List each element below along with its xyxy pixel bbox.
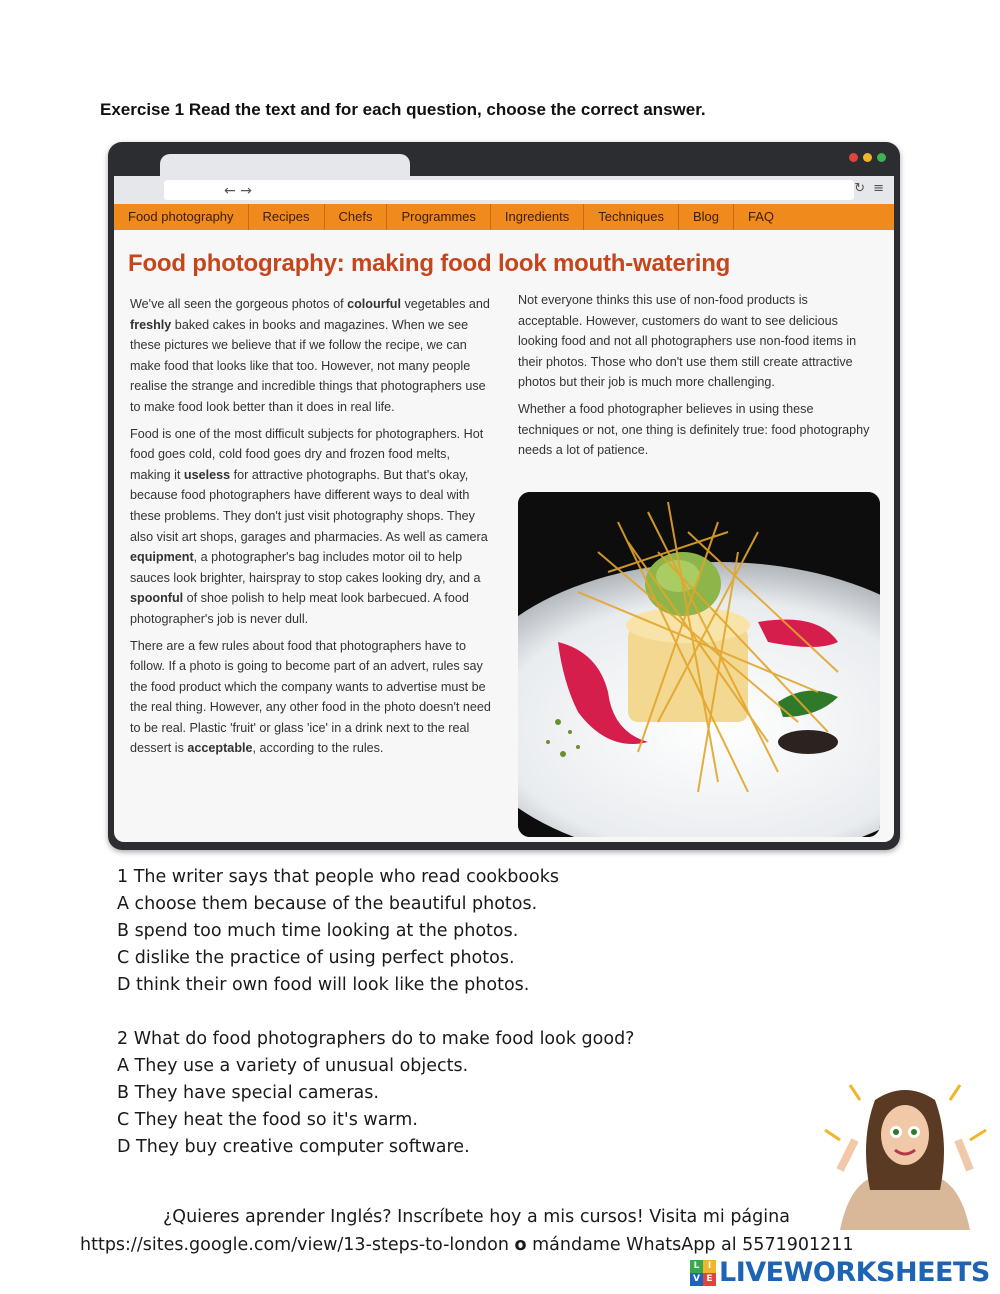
menu-item-blog[interactable]: Blog (679, 204, 734, 230)
menu-item-food-photography[interactable]: Food photography (114, 204, 249, 230)
menu-item-ingredients[interactable]: Ingredients (491, 204, 584, 230)
paragraph-4: Not everyone thinks this use of non-food products is acceptable. However, customers do want to see delicious looking food and not all photographers use non-food items in their photos. Those who don't use them still create attractive photos but their job is much more challenging. (518, 293, 857, 390)
article-right-column (518, 290, 874, 467)
site-menu (114, 204, 894, 231)
article-headline: Food photography: making food look mouth-watering (128, 250, 731, 277)
answer-option[interactable]: C They heat the food so it's warm. (117, 1110, 418, 1130)
menu-item-chefs[interactable]: Chefs (325, 204, 388, 230)
liveworksheets-logo (690, 1257, 990, 1288)
window-controls (849, 153, 886, 162)
article-left-column (130, 294, 492, 765)
footer-contact-line: https://sites.google.com/view/13-steps-to-london o mándame WhatsApp al 5571901211 (80, 1235, 854, 1255)
liveworksheets-icon: L I V E (690, 1260, 716, 1286)
dessert-image (518, 492, 880, 837)
website-link[interactable]: https://sites.google.com/view/13-steps-to-london (80, 1235, 515, 1255)
answer-option[interactable]: B spend too much time looking at the photos. (117, 921, 519, 941)
questions (117, 864, 634, 1161)
answer-option[interactable]: C dislike the practice of using perfect photos. (117, 948, 515, 968)
url-field[interactable] (164, 180, 854, 200)
teacher-avatar-icon (820, 1080, 990, 1230)
paragraph-3: There are a few rules about food that photographers have to follow. If a photo is going to become part of an advert, rules say the food product which the company wants to advertise must be the real thing. However, any other food in the photo doesn't need to be real. Plastic 'fruit' or glass 'ice' in a drink next to the real dessert is acceptable, according to the rules. (130, 638, 491, 756)
footer-promo-line: ¿Quieres aprender Inglés? Inscríbete hoy a mis cursos! Visita mi página (163, 1207, 790, 1227)
liveworksheets-text: LIVEWORKSHEETS (719, 1257, 990, 1288)
answer-option[interactable]: A They use a variety of unusual objects. (117, 1056, 469, 1076)
menu-item-faq[interactable]: FAQ (748, 209, 775, 224)
dessert-photo (518, 492, 880, 837)
menu-item-techniques[interactable]: Techniques (584, 204, 679, 230)
address-bar (114, 176, 894, 206)
answer-option[interactable]: D think their own food will look like the photos. (117, 975, 530, 995)
exercise-title: Exercise 1 Read the text and for each question, choose the correct answer. (100, 100, 706, 119)
answer-option[interactable]: B They have special cameras. (117, 1083, 379, 1103)
menu-icon[interactable]: ≡ (873, 181, 884, 196)
menu-item-programmes[interactable]: Programmes (387, 204, 490, 230)
nav-arrows-icon[interactable]: ← → (224, 183, 252, 199)
refresh-icon[interactable]: ↻ (854, 181, 866, 196)
menu-item-recipes[interactable]: Recipes (249, 204, 325, 230)
answer-option[interactable]: D They buy creative computer software. (117, 1137, 470, 1157)
close-dot-icon[interactable] (849, 153, 858, 162)
question-stem: 2 What do food photographers do to make food look good? (117, 1029, 635, 1049)
browser-window (108, 142, 900, 850)
paragraph-5: Whether a food photographer believes in using these techniques or not, one thing is definitely true: food photography needs a lot of patience. (518, 401, 870, 458)
maximize-dot-icon[interactable] (877, 153, 886, 162)
tab-strip (108, 142, 900, 178)
answer-option[interactable]: A choose them because of the beautiful photos. (117, 894, 538, 914)
minimize-dot-icon[interactable] (863, 153, 872, 162)
paragraph-2: Food is one of the most difficult subjects for photographers. Hot food goes cold, cold food goes dry and frozen food melts, making it useless for attractive photographs. But that's okay, because food photographers have different ways to deal with these problems. They don't just visit photography shops. They also visit art shops, garages and pharmacies. As well as camera equipment, a photographer's bag includes motor oil to help sauces look brighter, hairspray to stop cakes looking dry, and a spoonful of shoe polish to help meat look barbecued. A food photographer's job is never dull. (130, 426, 488, 626)
question-stem: 1 The writer says that people who read cookbooks (117, 867, 560, 887)
article-page (114, 230, 894, 842)
question-2 (117, 1026, 634, 1161)
question-1 (117, 864, 634, 999)
paragraph-1: We've all seen the gorgeous photos of colourful vegetables and freshly baked cakes in books and magazines. When we see these pictures we believe that if we follow the recipe, we can make food that looks like that too. However, not many people realise the strange and incredible things that photographers use to make food look better than it does in real life. (130, 297, 490, 414)
